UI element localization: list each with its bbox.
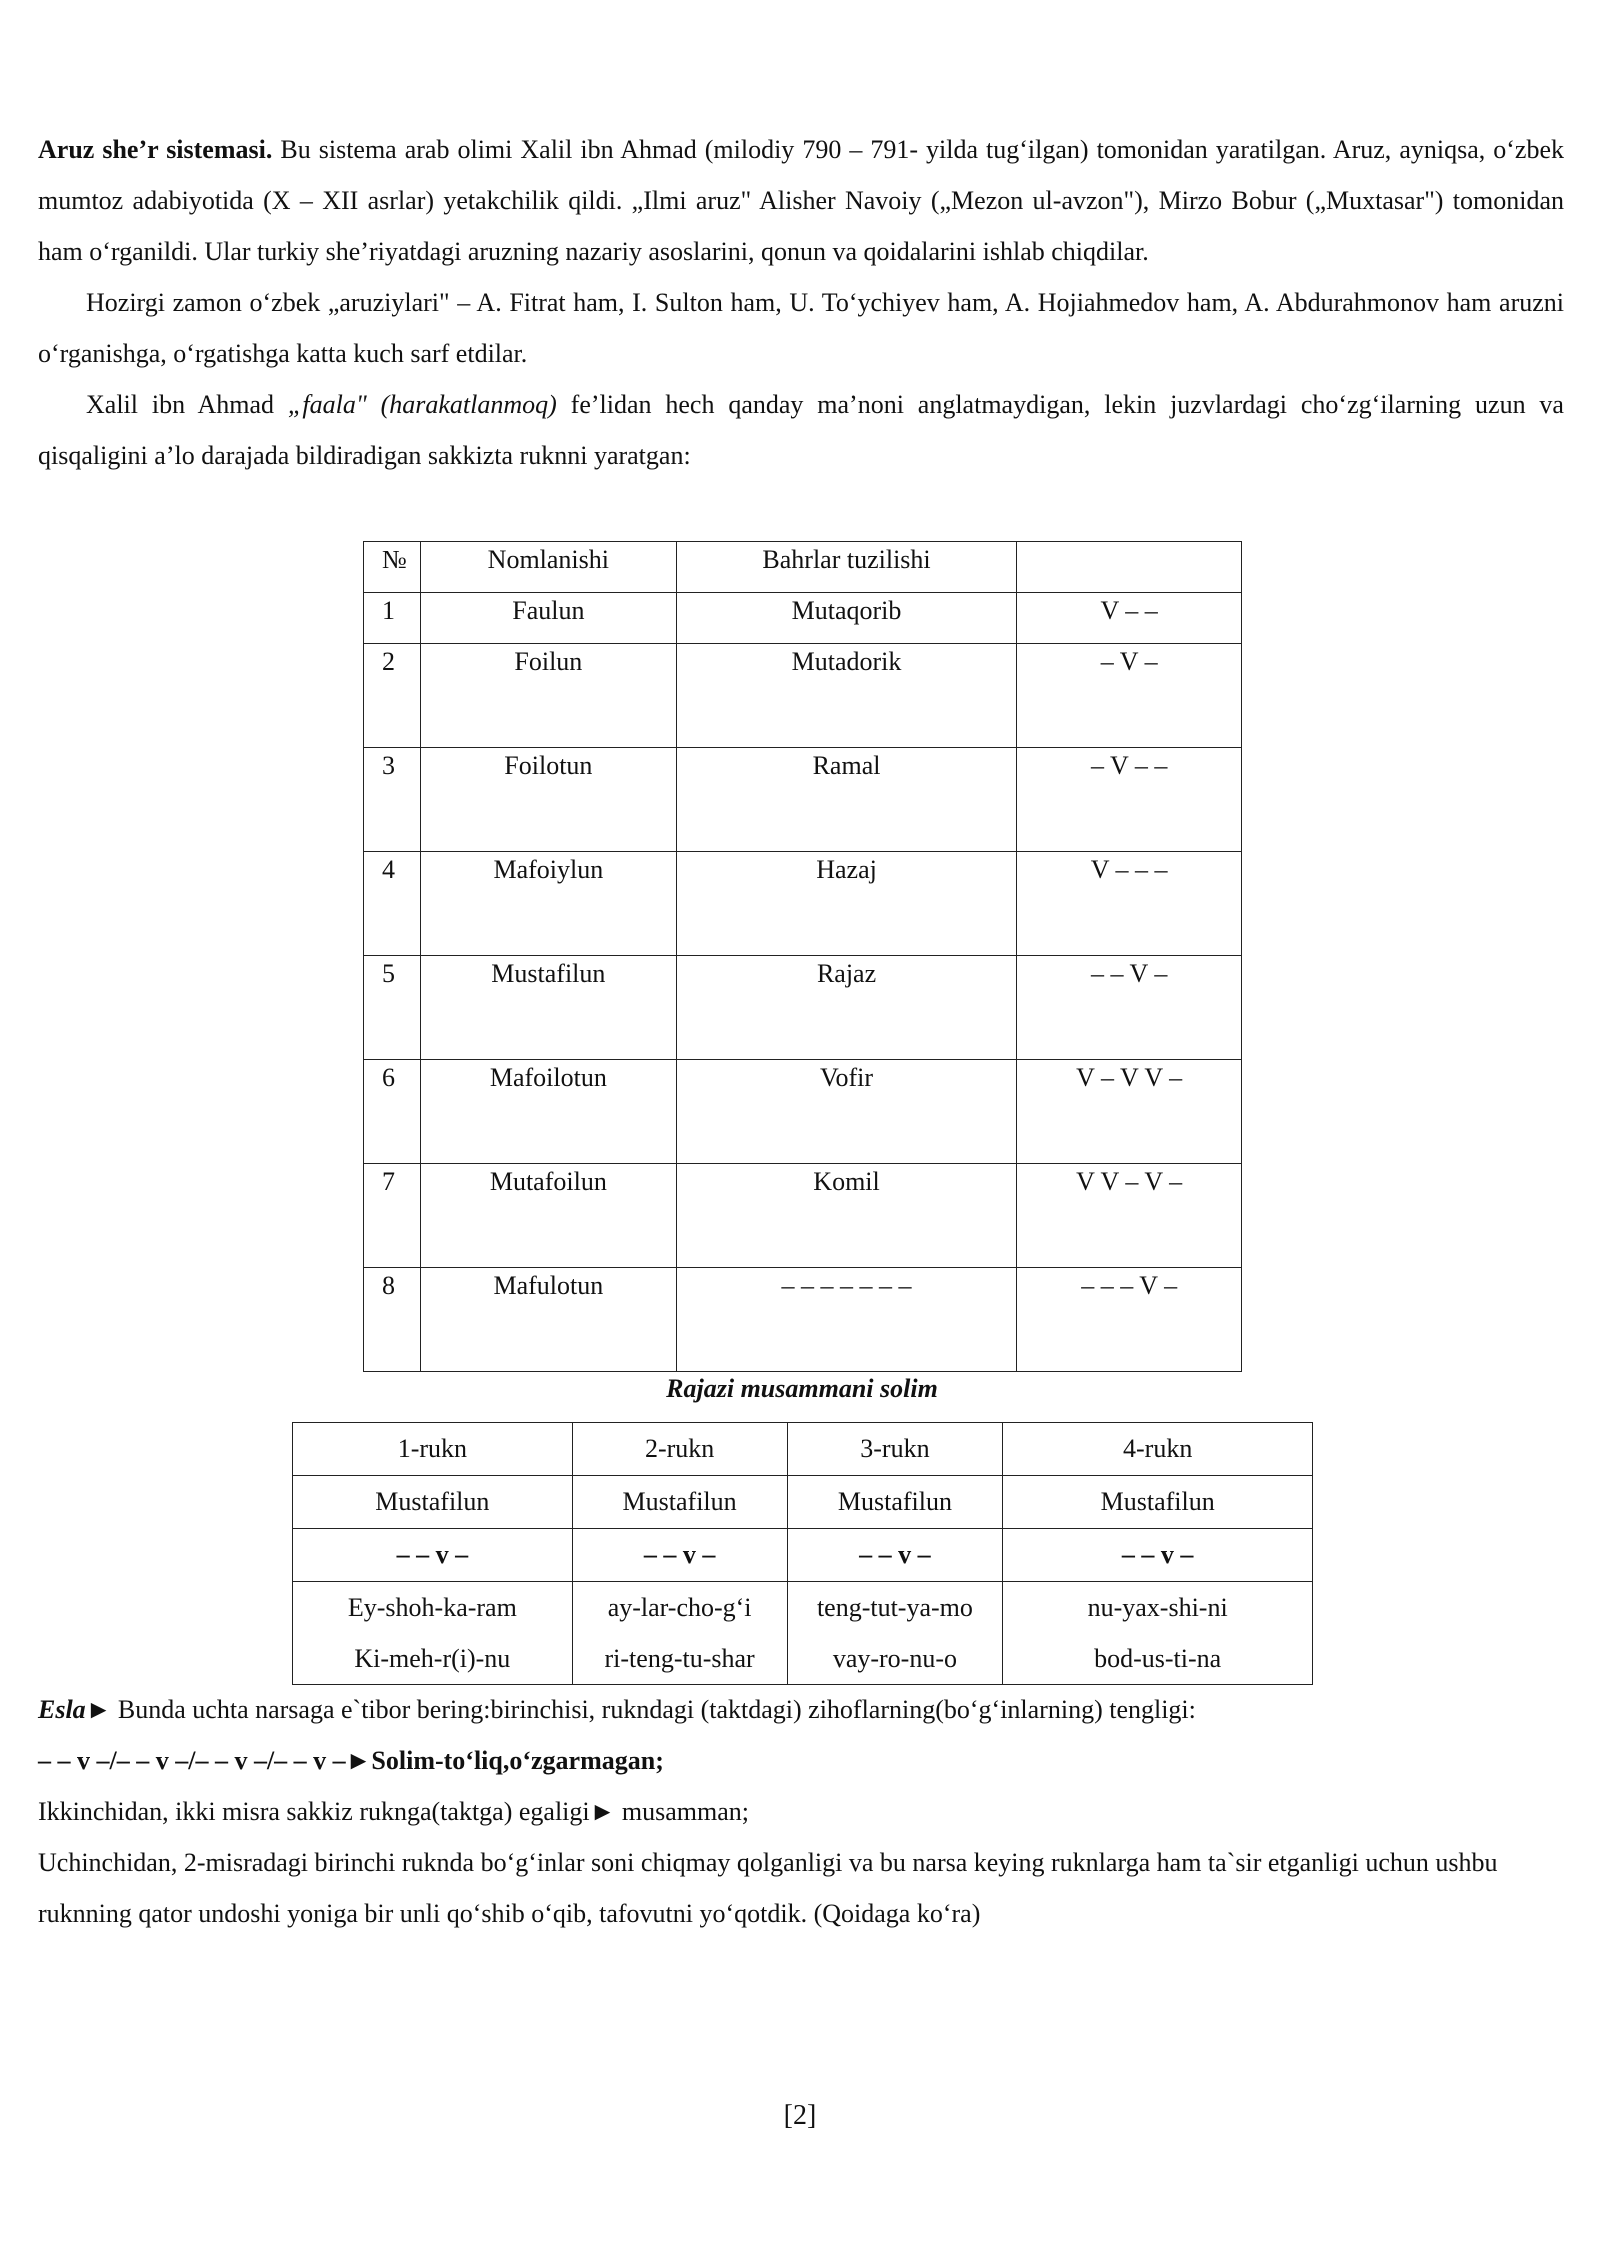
- row-number: 4: [364, 852, 421, 956]
- table-row: [364, 1164, 1242, 1268]
- xalil-start: Xalil ibn Ahmad: [86, 390, 288, 419]
- header-scheme: [1017, 542, 1242, 593]
- row-bahr: Mutadorik: [676, 644, 1017, 748]
- rajaz-header-row: [293, 1423, 1313, 1476]
- row-name: Mutafoilun: [420, 1164, 676, 1268]
- row-number: 5: [364, 956, 421, 1060]
- rukn-header: 2-rukn: [572, 1423, 787, 1476]
- solim-line: [38, 1735, 1564, 1786]
- row-number: 7: [364, 1164, 421, 1268]
- rukn-name: Mustafilun: [1003, 1476, 1313, 1529]
- rukn-name: Mustafilun: [787, 1476, 1003, 1529]
- page-number: [2]: [783, 2100, 817, 2131]
- row-name: Foilotun: [420, 748, 676, 852]
- header-name: Nomlanishi: [420, 542, 676, 593]
- rajaz-table: [292, 1422, 1313, 1685]
- row-number: 6: [364, 1060, 421, 1164]
- verse-cell: [1003, 1582, 1313, 1685]
- esla-text: Bunda uchta narsaga e`tibor bering:birinchisi, rukndagi (taktdagi) zihoflarning(bo‘g‘inlarning) tengligi:: [111, 1695, 1196, 1724]
- verse-cell: [293, 1582, 573, 1685]
- verse-line-1: Ey-shoh-ka-ram: [347, 1593, 517, 1622]
- rukn-header: 3-rukn: [787, 1423, 1003, 1476]
- table-header-row: [364, 542, 1242, 593]
- verse-cell: [787, 1582, 1003, 1685]
- verse-line-1: teng-tut-ya-mo: [816, 1593, 973, 1622]
- row-bahr: – – – – – – –: [676, 1268, 1017, 1372]
- ikkinchi-line: [38, 1786, 1564, 1837]
- header-bahr: Bahrlar tuzilishi: [676, 542, 1017, 593]
- rajaz-name-row: [293, 1476, 1313, 1529]
- row-scheme: – V –: [1017, 644, 1242, 748]
- table-row: [364, 852, 1242, 956]
- xalil-rest: fe’lidan hech qanday ma’noni anglatmaydigan, lekin juzvlardagi cho‘zg‘ilarning uzun va qisqaligini a’lo darajada bildiradigan sakkizta ruknni yaratgan:: [38, 390, 1564, 470]
- table-row: [364, 956, 1242, 1060]
- ruknlar-table: [363, 541, 1242, 1372]
- rukn-name: Mustafilun: [572, 1476, 787, 1529]
- esla-label: Esla: [38, 1695, 86, 1724]
- row-bahr: Ramal: [676, 748, 1017, 852]
- rukn-header: 1-rukn: [293, 1423, 573, 1476]
- verse-line-1: ay-lar-cho-g‘i: [607, 1593, 752, 1622]
- paragraph-xalil: [38, 379, 1564, 481]
- row-scheme: – V – –: [1017, 748, 1242, 852]
- row-name: Mafoilotun: [420, 1060, 676, 1164]
- row-scheme: V – –: [1017, 593, 1242, 644]
- table-row: [364, 1268, 1242, 1372]
- row-name: Mustafilun: [420, 956, 676, 1060]
- aruz-intro-text: Bu sistema arab olimi Xalil ibn Ahmad (milodiy 790 – 791- yilda tug‘ilgan) tomonidan yaratilgan. Aruz, ayniqsa, o‘zbek mumtoz adabiyotida (X – XII asrlar) yetakchilik qildi. „Ilmi aruz" Alisher Navoiy („Mezon ul-avzon"), Mirzo Bobur („Muxtasar") tomonidan ham o‘rganildi. Ular turkiy she’riyatdagi aruzning nazariy asoslarini, qonun va qoidalarini ishlab chiqdilar.: [38, 135, 1564, 266]
- verse-line-2: bod-us-ti-na: [1094, 1644, 1222, 1673]
- uchinchi-paragraph: Uchinchidan, 2-misradagi birinchi ruknda bo‘g‘inlar soni chiqmay qolganligi va bu narsa keying ruknlarga ham ta`sir etganligi uchun ushbu ruknning qator undoshi yoniga bir unli qo‘shib o‘qib, tafovutni yo‘qotdik. (Qoidaga ko‘ra): [38, 1848, 1498, 1928]
- ikkinchi-text: Ikkinchidan, ikki misra sakkiz ruknga(taktga) egaligi: [38, 1797, 590, 1826]
- esla-line: [38, 1684, 1564, 1735]
- row-bahr: Hazaj: [676, 852, 1017, 956]
- arrow-icon: ►: [85, 1695, 112, 1724]
- verse-cell: [572, 1582, 787, 1685]
- verse-line-1: nu-yax-shi-ni: [1087, 1593, 1228, 1622]
- aruz-heading: Aruz she’r sistemasi.: [38, 135, 273, 164]
- row-number: 8: [364, 1268, 421, 1372]
- paragraph-aruz-intro: [38, 124, 1564, 277]
- arrow-icon: ►: [589, 1797, 616, 1826]
- scheme-line: – – v –/– – v –/– – v –/– – v –: [38, 1746, 346, 1775]
- rajaz-verse-row: [293, 1582, 1313, 1685]
- row-bahr: Vofir: [676, 1060, 1017, 1164]
- ikkinchi-end: musamman;: [615, 1797, 749, 1826]
- rukn-header: 4-rukn: [1003, 1423, 1313, 1476]
- header-number: №: [364, 542, 421, 593]
- table-row: [364, 1060, 1242, 1164]
- paragraph-modern-scholars: Hozirgi zamon o‘zbek „aruziylari" – A. Fitrat ham, I. Sulton ham, U. To‘ychiyev ham, A. Hojiahmedov ham, A. Abdurahmonov ham aruzni o‘rganishga, o‘rgatishga katta kuch sarf etdilar.: [38, 288, 1564, 368]
- row-name: Foilun: [420, 644, 676, 748]
- notes-section: [38, 1684, 1564, 1939]
- row-name: Mafulotun: [420, 1268, 676, 1372]
- row-scheme: V V – V –: [1017, 1164, 1242, 1268]
- row-name: Mafoiylun: [420, 852, 676, 956]
- row-scheme: V – V V –: [1017, 1060, 1242, 1164]
- rajaz-table-title: Rajazi musammani solim: [666, 1374, 938, 1403]
- rukn-scheme: – – v –: [293, 1529, 573, 1582]
- row-number: 3: [364, 748, 421, 852]
- rukn-scheme: – – v –: [1003, 1529, 1313, 1582]
- table-row: [364, 593, 1242, 644]
- row-number: 1: [364, 593, 421, 644]
- row-name: Faulun: [420, 593, 676, 644]
- solim-text: Solim-to‘liq,o‘zgarmagan;: [371, 1746, 664, 1775]
- row-scheme: – – – V –: [1017, 1268, 1242, 1372]
- rukn-scheme: – – v –: [572, 1529, 787, 1582]
- verse-line-2: ri-teng-tu-shar: [604, 1644, 755, 1673]
- rukn-name: Mustafilun: [293, 1476, 573, 1529]
- faala-term: „faala" (harakatlanmoq): [287, 390, 557, 419]
- table-row: [364, 748, 1242, 852]
- rukn-scheme: – – v –: [787, 1529, 1003, 1582]
- arrow-icon: ►: [345, 1746, 372, 1775]
- row-scheme: – – V –: [1017, 956, 1242, 1060]
- intro-section: [38, 0, 1564, 481]
- row-number: 2: [364, 644, 421, 748]
- row-bahr: Rajaz: [676, 956, 1017, 1060]
- row-bahr: Mutaqorib: [676, 593, 1017, 644]
- verse-line-2: Ki-meh-r(i)-nu: [354, 1644, 511, 1673]
- verse-line-2: vay-ro-nu-o: [832, 1644, 958, 1673]
- table-row: [364, 644, 1242, 748]
- rajaz-scheme-row: [293, 1529, 1313, 1582]
- row-bahr: Komil: [676, 1164, 1017, 1268]
- row-scheme: V – – –: [1017, 852, 1242, 956]
